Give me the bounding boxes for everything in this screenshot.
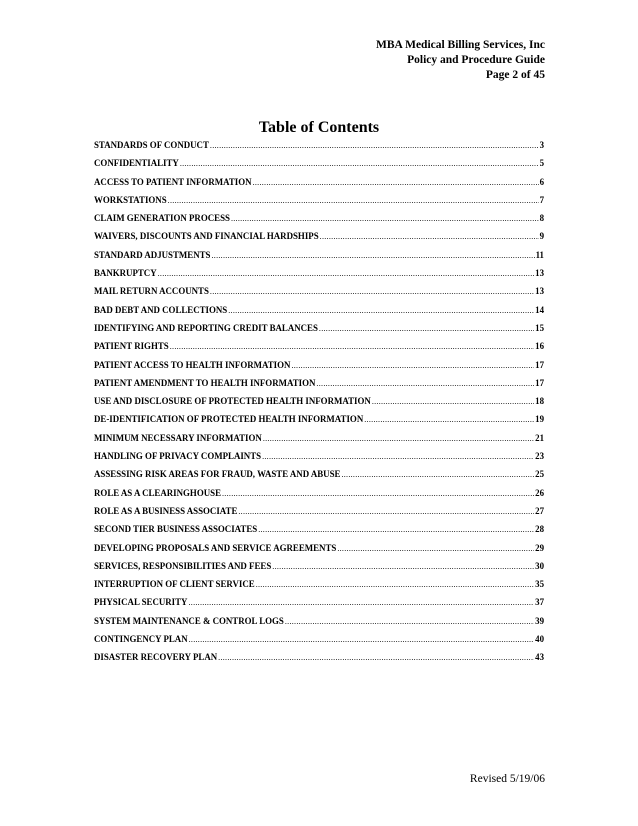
toc-dot-leader: [253, 178, 539, 187]
toc-dot-leader: [319, 324, 534, 333]
toc-entry[interactable]: [94, 634, 544, 652]
toc-dot-leader: [285, 617, 534, 626]
toc-entry[interactable]: [94, 561, 544, 579]
toc-entry-page: 17: [535, 359, 544, 370]
toc-dot-leader: [262, 452, 534, 461]
toc-entry[interactable]: [94, 231, 544, 249]
toc-entry-label: BAD DEBT AND COLLECTIONS: [94, 304, 228, 315]
toc-entry[interactable]: [94, 250, 544, 268]
toc-dot-leader: [263, 434, 534, 443]
toc-dot-leader: [170, 342, 534, 351]
header-doc-title: Policy and Procedure Guide: [407, 54, 545, 66]
toc-entry-page: 17: [535, 377, 544, 388]
toc-entry-page: 37: [535, 597, 544, 608]
toc-entry[interactable]: [94, 616, 544, 634]
toc-entry[interactable]: [94, 396, 544, 414]
toc-entry[interactable]: [94, 213, 544, 231]
toc-dot-leader: [210, 141, 539, 150]
toc-dot-leader: [210, 287, 534, 296]
toc-entry-label: SECOND TIER BUSINESS ASSOCIATES: [94, 524, 258, 535]
toc-entry-label: CONTINGENCY PLAN: [94, 634, 188, 645]
toc-entry-label: DISASTER RECOVERY PLAN: [94, 652, 218, 663]
toc-entry-label: PHYSICAL SECURITY: [94, 597, 188, 608]
toc-entry-page: 43: [535, 652, 544, 663]
toc-entry[interactable]: [94, 579, 544, 597]
toc-dot-leader: [189, 635, 535, 644]
toc-entry-label: PATIENT RIGHTS: [94, 341, 169, 352]
toc-entry-page: 3: [539, 140, 544, 150]
toc-entry-label: WORKSTATIONS: [94, 194, 167, 205]
toc-entry-page: 9: [539, 231, 544, 242]
toc-entry-page: 39: [535, 615, 544, 626]
toc-entry-label: ROLE AS A BUSINESS ASSOCIATE: [94, 505, 238, 516]
toc-entry-page: 11: [535, 249, 544, 260]
toc-entry-label: DE-IDENTIFICATION OF PROTECTED HEALTH INFORMATION: [94, 414, 364, 425]
toc-entry-page: 21: [535, 432, 544, 443]
toc-dot-leader: [228, 306, 534, 315]
toc-entry-page: 8: [539, 213, 544, 224]
toc-entry[interactable]: [94, 360, 544, 378]
toc-entry[interactable]: [94, 414, 544, 432]
toc-entry-page: 30: [535, 560, 544, 571]
toc-entry[interactable]: [94, 323, 544, 341]
toc-entry[interactable]: [94, 286, 544, 304]
toc-entry-label: SERVICES, RESPONSIBILITIES AND FEES: [94, 560, 272, 571]
toc-entry-page: 27: [535, 505, 544, 516]
toc-entry[interactable]: [94, 341, 544, 359]
toc-dot-leader: [320, 232, 539, 241]
toc-entry-label: IDENTIFYING AND REPORTING CREDIT BALANCES: [94, 322, 318, 333]
toc-entry-page: 15: [535, 322, 544, 333]
toc-dot-leader: [231, 214, 539, 223]
table-of-contents: [94, 140, 544, 671]
toc-entry[interactable]: [94, 543, 544, 561]
toc-entry-label: MAIL RETURN ACCOUNTS: [94, 286, 209, 297]
toc-entry[interactable]: [94, 506, 544, 524]
toc-dot-leader: [188, 598, 534, 607]
toc-entry[interactable]: [94, 140, 544, 158]
toc-entry[interactable]: [94, 469, 544, 487]
toc-entry-label: DEVELOPING PROPOSALS AND SERVICE AGREEMENTS: [94, 542, 337, 553]
toc-dot-leader: [272, 562, 534, 571]
toc-entry-page: 35: [535, 579, 544, 590]
toc-dot-leader: [218, 653, 534, 662]
toc-entry-page: 19: [535, 414, 544, 425]
toc-title: Table of Contents: [258, 119, 380, 136]
toc-entry-label: CLAIM GENERATION PROCESS: [94, 213, 230, 224]
toc-dot-leader: [256, 580, 534, 589]
toc-dot-leader: [316, 379, 534, 388]
toc-entry-page: 7: [539, 194, 544, 205]
toc-entry-page: 28: [535, 524, 544, 535]
toc-entry-label: ACCESS TO PATIENT INFORMATION: [94, 176, 252, 187]
toc-entry-label: USE AND DISCLOSURE OF PROTECTED HEALTH INFORMATION: [94, 396, 371, 407]
header-page-info: Page 2 of 45: [485, 69, 545, 81]
toc-dot-leader: [211, 251, 534, 260]
toc-entry-label: CONFIDENTIALITY: [94, 158, 179, 169]
toc-entry-page: 23: [535, 451, 544, 462]
page-footer: Revised 5/19/06: [469, 773, 545, 785]
toc-entry-page: 5: [539, 158, 544, 169]
toc-entry[interactable]: [94, 524, 544, 542]
toc-dot-leader: [168, 196, 539, 205]
toc-entry[interactable]: [94, 195, 544, 213]
toc-dot-leader: [180, 159, 539, 168]
toc-entry-label: MINIMUM NECESSARY INFORMATION: [94, 432, 262, 443]
toc-entry-page: 29: [535, 542, 544, 553]
toc-entry-label: STANDARD ADJUSTMENTS: [94, 249, 211, 260]
toc-entry-label: PATIENT AMENDMENT TO HEALTH INFORMATION: [94, 377, 316, 388]
toc-entry-page: 14: [535, 304, 544, 315]
toc-entry[interactable]: [94, 451, 544, 469]
toc-entry-label: ROLE AS A CLEARINGHOUSE: [94, 487, 221, 498]
toc-entry-page: 13: [535, 286, 544, 297]
toc-entry-page: 6: [539, 176, 544, 187]
toc-dot-leader: [341, 470, 534, 479]
toc-entry-page: 40: [535, 634, 544, 645]
toc-entry-page: 25: [535, 469, 544, 480]
toc-entry-label: INTERRUPTION OF CLIENT SERVICE: [94, 579, 255, 590]
toc-entry[interactable]: [94, 305, 544, 323]
toc-dot-leader: [364, 415, 534, 424]
toc-entry[interactable]: [94, 433, 544, 451]
toc-entry[interactable]: [94, 158, 544, 176]
toc-entry-label: BANKRUPTCY: [94, 268, 157, 279]
toc-dot-leader: [222, 489, 534, 498]
toc-dot-leader: [372, 397, 534, 406]
toc-entry[interactable]: [94, 378, 544, 396]
toc-entry-page: 18: [535, 396, 544, 407]
toc-dot-leader: [337, 544, 534, 553]
toc-entry-label: HANDLING OF PRIVACY COMPLAINTS: [94, 451, 262, 462]
toc-entry-label: SYSTEM MAINTENANCE & CONTROL LOGS: [94, 615, 284, 626]
toc-entry-label: PATIENT ACCESS TO HEALTH INFORMATION: [94, 359, 291, 370]
toc-entry[interactable]: [94, 177, 544, 195]
toc-entry[interactable]: [94, 268, 544, 286]
toc-entry[interactable]: [94, 652, 544, 670]
toc-entry[interactable]: [94, 488, 544, 506]
toc-entry-page: 26: [535, 487, 544, 498]
toc-entry-page: 13: [535, 268, 544, 279]
toc-entry-label: ASSESSING RISK AREAS FOR FRAUD, WASTE AND ABUSE: [94, 469, 341, 480]
header-company: MBA Medical Billing Services, Inc: [376, 39, 545, 51]
toc-dot-leader: [291, 361, 534, 370]
toc-dot-leader: [158, 269, 535, 278]
toc-dot-leader: [238, 507, 534, 516]
toc-dot-leader: [258, 525, 534, 534]
page-header: [376, 38, 545, 83]
toc-entry-page: 16: [535, 341, 544, 352]
toc-entry-label: STANDARDS OF CONDUCT: [94, 140, 209, 150]
toc-entry[interactable]: [94, 597, 544, 615]
toc-entry-label: WAIVERS, DISCOUNTS AND FINANCIAL HARDSHIPS: [94, 231, 319, 242]
